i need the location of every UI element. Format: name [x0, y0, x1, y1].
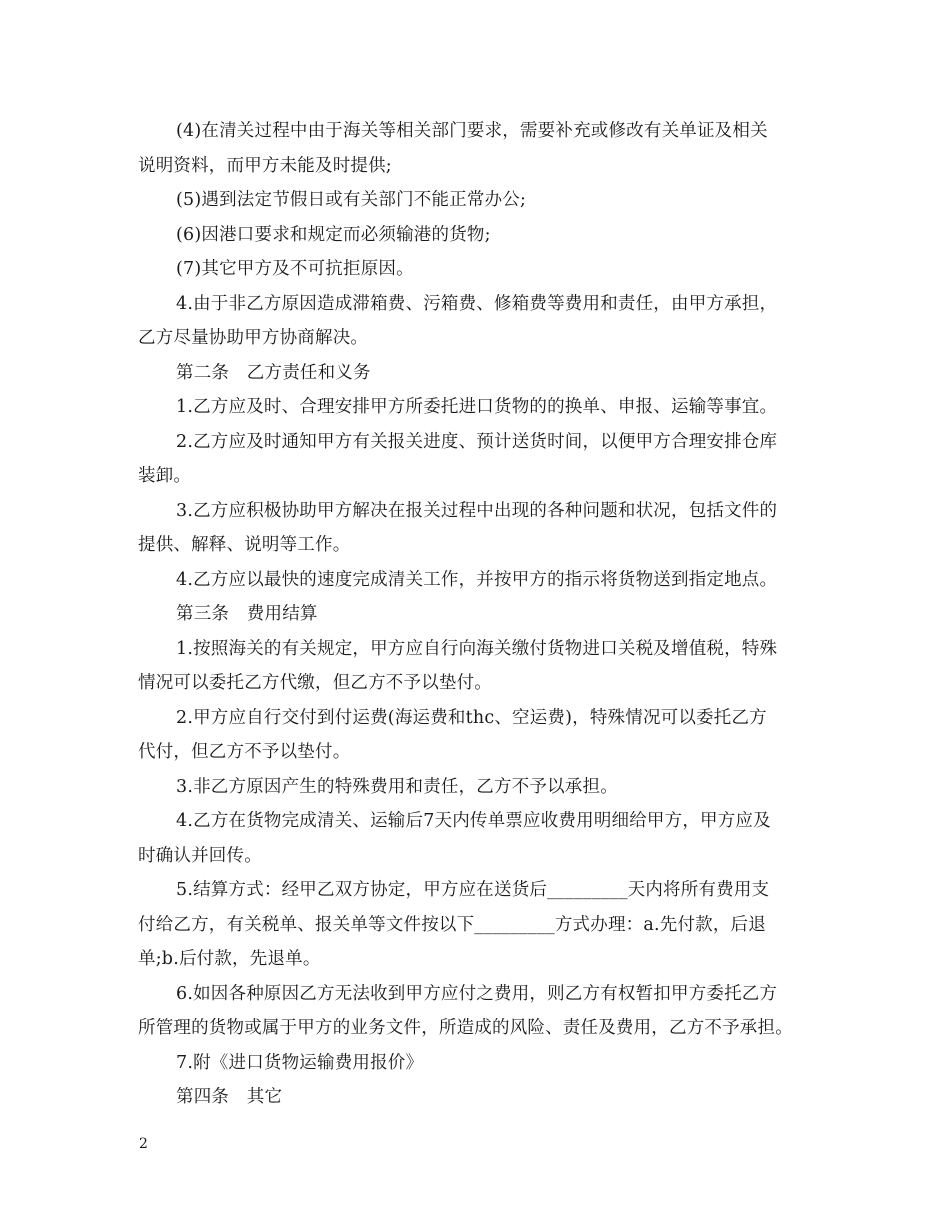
text-line: 4.乙方应以最快的速度完成清关工作，并按甲方的指示将货物送到指定地点。: [176, 570, 778, 590]
text-line: 5.结算方式：经甲乙双方协定，甲方应在送货后_________天内将所有费用支: [176, 880, 770, 900]
text-line: 付给乙方，有关税单、报关单等文件按以下_________方式办理：a.先付款，后退: [138, 915, 766, 935]
text-line: (5)遇到法定节假日或有关部门不能正常办公;: [176, 190, 527, 210]
text-line: 1.按照海关的有关规定，甲方应自行向海关缴付货物进口关税及增值税，特殊: [176, 639, 778, 659]
text-line: 3.非乙方原因产生的特殊费用和责任，乙方不予以承担。: [176, 777, 618, 797]
text-line: 6.如因各种原因乙方无法收到甲方应付之费用，则乙方有权暂扣甲方委托乙方: [176, 984, 778, 1004]
text-line: 1.乙方应及时、合理安排甲方所委托进口货物的的换单、申报、运输等事宜。: [176, 397, 778, 417]
section-heading: 第四条 其它: [176, 1087, 283, 1107]
text-line: 所管理的货物或属于甲方的业务文件，所造成的风险、责任及费用，乙方不予承担。: [138, 1018, 793, 1038]
text-line: 时确认并回传。: [138, 846, 262, 866]
text-line: 装卸。: [138, 466, 192, 486]
text-line: (7)其它甲方及不可抗拒原因。: [176, 259, 414, 279]
text-line: 情况可以委托乙方代缴，但乙方不予以垫付。: [138, 673, 492, 693]
text-line: 说明资料，而甲方未能及时提供;: [138, 156, 392, 176]
text-line: 单;b.后付款，先退单。: [138, 949, 321, 969]
text-line: 4.由于非乙方原因造成滞箱费、污箱费、修箱费等费用和责任，由甲方承担，: [176, 294, 778, 314]
text-line: (4)在清关过程中由于海关等相关部门要求，需要补充或修改有关单证及相关: [176, 121, 768, 141]
text-line: 7.附《进口货物运输费用报价》: [176, 1053, 424, 1073]
text-line: 乙方尽量协助甲方协商解决。: [138, 328, 369, 348]
text-line: (6)因港口要求和规定而必须输港的货物;: [176, 225, 491, 245]
section-heading: 第二条 乙方责任和义务: [176, 363, 371, 383]
text-line: 2.甲方应自行交付到付运费(海运费和thc、空运费)，特殊情况可以委托乙方: [176, 708, 767, 728]
text-line: 2.乙方应及时通知甲方有关报关进度、预计送货时间，以便甲方合理安排仓库: [176, 432, 778, 452]
section-heading: 第三条 费用结算: [176, 604, 318, 624]
text-line: 4.乙方在货物完成清关、运输后7天内传单票应收费用明细给甲方，甲方应及: [176, 811, 771, 831]
page-number: 2: [139, 1136, 148, 1152]
text-line: 代付，但乙方不予以垫付。: [138, 742, 351, 762]
text-line: 3.乙方应积极协助甲方解决在报关过程中出现的各种问题和状况，包括文件的: [176, 501, 778, 521]
text-line: 提供、解释、说明等工作。: [138, 535, 351, 555]
